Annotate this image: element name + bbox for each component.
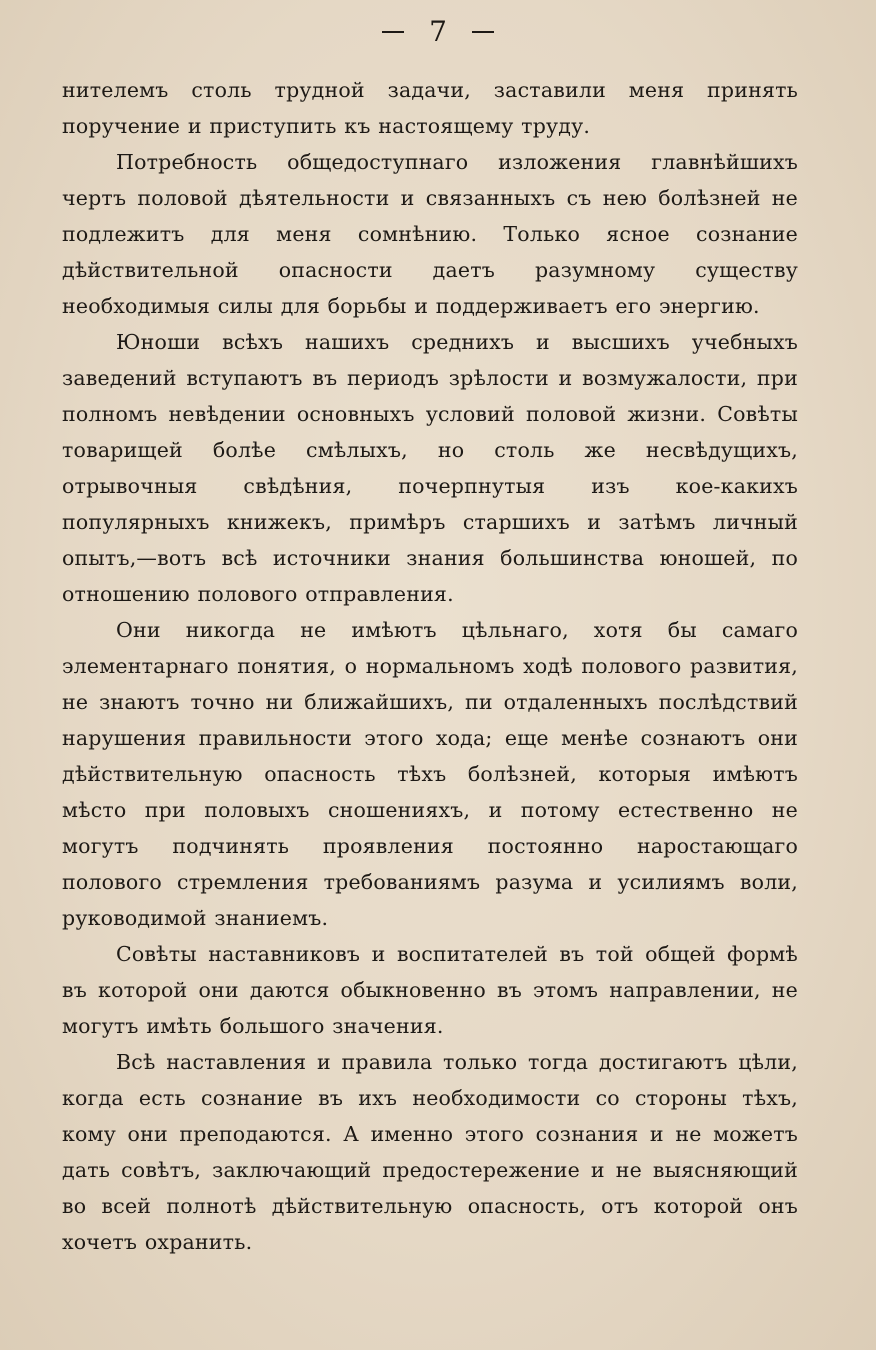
body-text: [62, 72, 798, 1260]
header-right-dash: [472, 31, 494, 33]
paragraph: Они никогда не имѣютъ цѣльнаго, хотя бы самаго элементарнаго понятия, о нормальномъ ходѣ полового развития, не знаютъ точно ни ближайшихъ, пи отдаленныхъ послѣдствий нарушения правильности этого хода; еще менѣе сознаютъ они дѣйствительную опасность тѣхъ болѣзней, которыя имѣютъ мѣсто при половыхъ сношенияхъ, и потому естественно не могутъ подчинять проявления постоянно наростающаго полового стремления требованиямъ разума и усилиямъ воли, руководимой знаниемъ.: [62, 618, 798, 930]
paragraph: Всѣ наставления и правила только тогда достигаютъ цѣли, когда есть сознание въ ихъ необходимости со стороны тѣхъ, кому они преподаются. А именно этого сознания и не можетъ дать совѣтъ, заключающий предостережение и не выясняющий во всей полнотѣ дѣйствительную опасность, отъ которой онъ хочетъ охранить.: [62, 1050, 798, 1254]
header-left-dash: [382, 31, 404, 33]
paragraph: Совѣты наставниковъ и воспитателей въ той общей формѣ въ которой они даются обыкновенно въ этомъ направлении, не могутъ имѣть большого значения.: [62, 942, 798, 1038]
paragraph: Потребность общедоступнаго изложения главнѣйшихъ чертъ половой дѣятельности и связанныхъ съ нею болѣзней не подлежитъ для меня сомнѣнию. Только ясное сознание дѣйствительной опасности даетъ разумному существу необходимыя силы для борьбы и поддерживаетъ его энергию.: [62, 150, 798, 318]
paragraph: Юноши всѣхъ нашихъ среднихъ и высшихъ учебныхъ заведений вступаютъ въ периодъ зрѣлости и возмужалости, при полномъ невѣдении основныхъ условий половой жизни. Совѣты товарищей болѣе смѣлыхъ, но столь же несвѣдущихъ, отрывочныя свѣдѣния, почерпнутыя изъ кое-какихъ популярныхъ книжекъ, примѣръ старшихъ и затѣмъ личный опытъ,—вотъ всѣ источники знания большинства юношей, по отношению полового отправления.: [62, 330, 798, 606]
page-number: 7: [429, 14, 447, 48]
paragraph: нителемъ столь трудной задачи, заставили меня принять поручение и приступить къ настоящему труду.: [62, 78, 798, 138]
page-header: [0, 10, 876, 52]
